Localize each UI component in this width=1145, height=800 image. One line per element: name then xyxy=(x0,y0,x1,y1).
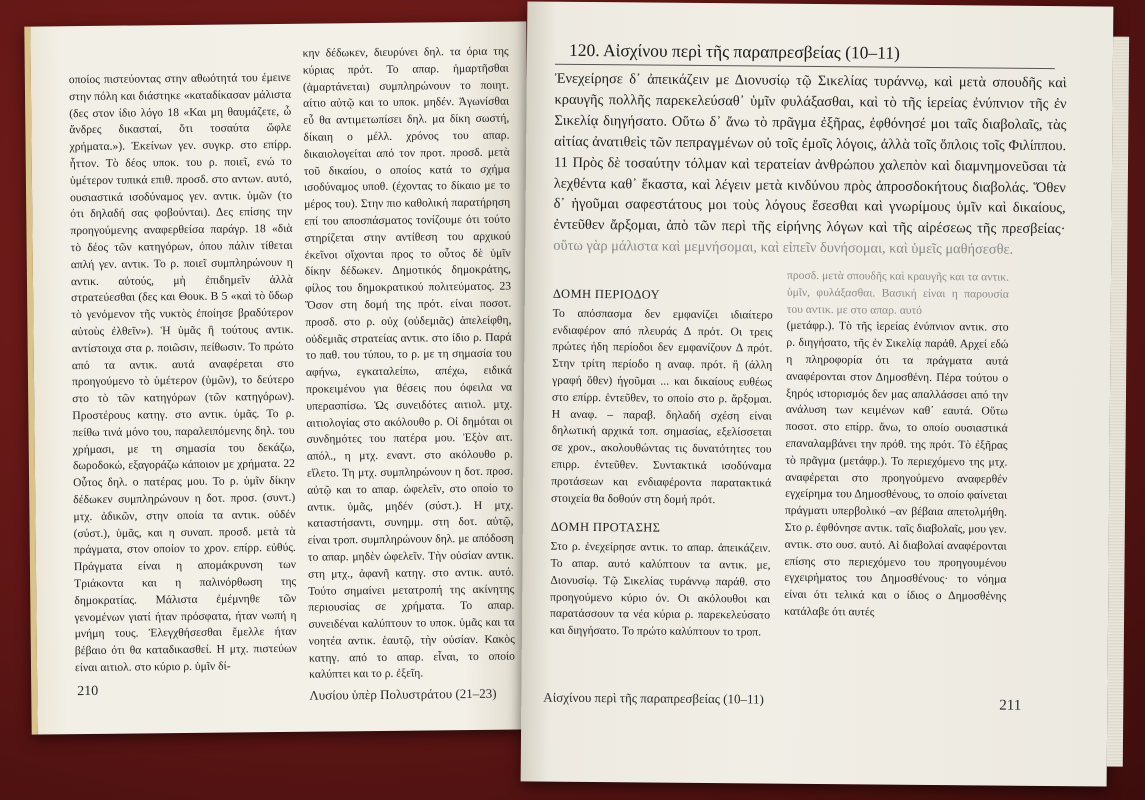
left-column-2 xyxy=(303,44,516,684)
left-column-1 xyxy=(69,70,297,677)
left-column-1-text: οποίος πιστεύοντας στην αθωότητά του έμεινε στην πόλη και διάστηκε «καταδίκασαν μάλιστα (δες στον ίδιο λόγο 18 «Και μη θαυμάζετε, ὦ ἄνδρες δικασταί, ὅτι τοσαύτα ὤφλε χρήματα.»). Ἐκείνων γεν. συγκρ. στο επίρρ. ἧττον. Τὸ δέος υποκ. του ρ. ποιεῖ, ενώ το ὑμέτερον τυπικά επιθ. προσδ. στο αντων. αυτό, ουσιαστικά ισοδύναμος γεν. αντικ. ὑμῶν (το ότι δηλαδή σας φοβούνται). Δες επίσης την προηγούμενης αναφερθείσα παράγρ. 18 «διὰ τὸ δέος τῶν κατηγόρων, όπου πάλιν τίθεται απλή γεν. αντικ. Το ρ. ποιεῖ συμπληρώνουν η αντικ. αὐτούς, μὴ ἐπιδημεῖν ἀλλὰ στρατεύεσθαι (δες και Θουκ. Β 5 «καὶ τὸ ὕδωρ τὸ γενόμενον τῆς νυκτὸς ἐποίησε βραδύτερον αὐτοὺς ἐλθεῖν»). Ἡ ὑμᾶς ἢ τούτους αντικ. αντίστοιχα στα ρ. ποιῶσιν, πείθωσιν. Το πρώτο από τα αντικ. αυτά αναφέρεται στο προηγούμενο τὸ ὑμέτερον (ὑμῶν), το δεύτερο στο τὸ τῶν κατηγόρων (τῶν κατηγόρων). Προστέρους κατηγ. στο αντικ. ὑμᾶς. Το ρ. πείθω τινά μόνο του, παραλειπόμενης δηλ. του χρήμασι, με τη σημασία του δεκάζω, δωροδοκώ, εξαγοράζω κάποιον με χρήματα. 22 Οὗτος δηλ. ο πατέρας μου. Το ρ. ὑμῖν δίκην δέδωκεν συμπληρώνουν η δοτ. προσ. (συντ.) μτχ. ἀδικῶν, στην οποία τα αντικ. οὐδέν (σύστ.), ὑμᾶς, και η συναπ. προσδ. μετὰ τὰ πράγματα, στον οποίον το χρον. επίρρ. εὐθύς. Πράγματα είναι η απομάκρυνση των Τριάκοντα και η παλινόρθωση της δημοκρατίας. Μάλιστα ἐμέμνηθε τῶν γενομένων γιατί ήταν πρόσφατα, ήταν νωπή η μνήμη τους. Ἐλεγχθήσεσθαι ἔμελλε ήταν βέβαιο ότι θα καταδικασθεί. Η μτχ. πιστεύων είναι αιτιολ. στο κύριο ρ. ὑμῖν δί- xyxy=(68,70,297,675)
left-page-number: 210 xyxy=(77,683,99,700)
right-column-1 xyxy=(550,284,773,642)
left-running-head: Λυσίου ὑπὲρ Πολυστράτου (21–23) xyxy=(309,685,497,703)
heading-period-structure: ΔΟΜΗ ΠΕΡΙΟΔΟΥ xyxy=(552,286,660,302)
title-rule xyxy=(555,64,1055,69)
greek-passage-faded: οὕτω γὰρ μάλιστα καὶ μεμνήσομαι, καὶ εἰπεῖν δυνήσομαι, καὶ ὑμεῖς μαθήσεσθε. xyxy=(553,237,1014,258)
right-column-1-text-a: Το απόσπασμα δεν εμφανίζει ιδιαίτερο ενδιαφέρον από πλευράς Δ πρότ. Οι τρεις πρώτες ήδη περίοδοι δεν εμφανίζουν Δ πρότ. Στην τρίτη περίοδο η αναφ. πρότ. ἣ (άλλη γραφή ὅθεν) ἡγοῦμαι ... και δικαίους ευθέως στο επίρρ. ἐντεῦθεν, το οποίο στο ρ. ἄρξομαι. Η αναφ. – παραβ. δηλαδή σχέση είναι δηλωτική αρχικά τοπ. σημασίας, εξελίσσεται σε χρον., ακολουθώντας τις δυνατότητες του επιρρ. ἐντεῦθεν. Συντακτικά ισοδύναμα προτάσεων και ενδιαφέροντα παρατακτικά στοιχεία θα δοθούν στη δομή πρότ. xyxy=(551,306,773,506)
right-page xyxy=(521,1,1114,786)
right-running-head: Αἰσχίνου περὶ τῆς παραπρεσβείας (10–11) xyxy=(543,689,764,707)
right-column-2-text: (μετάφρ.). Τὸ τῆς ἱερείας ἐνύπνιον αντικ. στο ρ. διηγήσατο, τῆς ἐν Σικελίᾳ παράθ. Αρχεί εδώ η πληροφορία ότι τα πράγματα αυτά αναφέρονται στον Δημοσθένη. Πέρα τούτου ο ξηρός ιστορισμός δεν μας απαλλάσσει από την ανάλυση των κειμένων καθ᾽ εαυτά. Οὕτω ποσοτ. στο επίρρ. ἄνω, το οποίο ουσιαστικά επαναλαμβάνει την πρόθ. της πρότ. Τὸ ἐξῆρας τὸ πρᾶγμα (μετάφρ.). Το περιεχόμενο της μτχ. αναφέρεται στο προηγούμενο αναφερθέν εγχείρημα του Δημοσθένους, το οποίο φαίνεται πράγματι υπερβολικό –αν βέβαια απετολμήθη. Στο ρ. ἐφθόνησε αντικ. ταῖς διαβολαῖς, μου γεν. αντικ. στο ουσ. αυτό. Αἱ διαβολαί αναφέρονται επίσης στο περιεχόμενο του προηγουμένου εγχειρήματος του Δημοσθένους· το νόημα είναι ότι τελικά και ο ίδιος ο Δημοσθένης κατάλαβε ότι αυτές xyxy=(784,319,1009,619)
right-column-2-faded-text: προσδ. μετὰ σπουδῆς καὶ κραυγῆς και τα αντικ. ὑμῖν, φυλάξασθαι. Βασική είναι η παρουσία του αντικ. με στο απαρ. αυτό xyxy=(786,268,1010,317)
section-title: 120. Αἰσχίνου περὶ τῆς παραπρεσβείας (10–11) xyxy=(568,39,901,63)
heading-sentence-structure: ΔΟΜΗ ΠΡΟΤΑΣΗΣ xyxy=(550,520,661,535)
greek-passage-main: Ἐνεχείρησε δ᾽ ἀπεικάζειν με Διονυσίῳ τῷ Σικελίας τυράννῳ, καὶ μετὰ σπουδῆς καὶ κραυγῆς πολλῆς παρεκελεύσαθ᾽ ὑμῖν φυλάξασθαι, καὶ τὸ τῆς ἱερείας ἐνύπνιον τῆς ἐν Σικελίᾳ διηγήσατο. Οὕτω δ᾽ ἄνω τὸ πρᾶγμα ἐξῆρας, ἐφθόνησέ μοι ταῖς διαβολαῖς, τὰς αἰτίας ἀνατιθεὶς τῶν πεπραγμένων οὐ τοῖς ἐμοῖς λόγοις, ἀλλὰ τοῖς ὅπλοις τοῖς Φιλίππου. 11 Πρὸς δὲ τοσαύτην τόλμαν καὶ τερατείαν ἀνθρώπου χαλεπὸν καὶ διαμνημονεῦσαι τὰ λεχθέντα καθ᾽ ἕκαστα, καὶ λέγειν μετὰ κινδύνου πρὸς ἀπροσδοκήτους διαβολάς. Ὅθεν δ᾽ ἡγοῦμαι σαφεστάτους μοι τοὺς λόγους ἔσεσθαι καὶ γνωρίμους ὑμῖν καὶ δικαίους, ἐντεῦθεν ἄρξομαι, ἀπὸ τῶν περὶ τῆς εἰρήνης λόγων καὶ τῆς αἱρέσεως τῆς πρεσβείας· xyxy=(553,70,1067,238)
right-column-1-text-b: Στο ρ. ἐνεχείρησε αντικ. το απαρ. ἀπεικάζειν. Το απαρ. αυτό καλύπτουν τα αντικ. με, Διονυσίῳ. Τῷ Σικελίας τυράννῳ παράθ. στο προηγούμενο κύριο όν. Οι ακόλουθοι και παρατάσσουν τα νέα κύρια ρ. παρεκελεύσατο και διηγήσατο. Το πρώτο καλύπτουν το τροπ. xyxy=(549,539,771,639)
right-page-number: 211 xyxy=(999,697,1022,714)
left-page xyxy=(24,21,533,734)
left-column-2-text: κην δέδωκεν, διευρύνει δηλ. τα όρια της κύριας πρότ. Το απαρ. ἡμαρτῆσθαι (ἁμαρτάνεται) συμπληρώνουν το ποιητ. αίτιο αὐτῷ και το υποκ. μηδέν. Ἀγωνίσθαι εὖ θα αντιμετωπίσει δηλ. μα δίκη σωστή, δίκαιη ο μέλλ. χρόνος του απαρ. δικαιολογείται από τον προτ. προσδ. μετὰ τοῦ δικαίου, ο οποίος κατά το σχήμα ισοδύναμος υποθ. (έχοντας το δίκαιο με το μέρος του). Στην πιο καθολική παρατήρηση επί του αποσπάσματος τονίζουμε ότι τούτο στηρίζεται στην αντίθεση του αρχικού ἐκεῖνοι οἴχονται προς το οὗτος δὲ ὑμῖν δίκην δέδωκεν. Δημοτικός δημοκράτης, φίλος του δημοκρατικού πολιτεύματος. 23 Ὅσον στη δομή της πρότ. είναι ποσοτ. προσδ. στο ρ. οὐχ (οὐδεμιᾶς) ἀπελείφθη, οὐδεμιᾶς στρατείας αντικ. στο ίδιο ρ. Παρά το παθ. του τύπου, το ρ. με τη σημασία του αφήνω, εγκαταλείπω, απέχω, ειδικά προκειμένου για θέσεις που όφειλα να υπερασπίσω. Ὡς συνειδότες αιτιολ. μτχ. αιτιολογίας στο ακόλουθο ρ. Οἱ δημόται οι συνδημότες του πατέρα μου. Ἐξὸν αιτ. απόλ., η μτχ. εναντ. στο ακόλουθο ρ. εἵλετο. Τη μτχ. συμπληρώνουν η δοτ. προσ. αὐτῷ και το απαρ. ὠφελεῖν, στο οποίο το αντικ. ὑμᾶς, μηδέν (σύστ.). Η μτχ. καταστήσαντι, συνημμ. στη δοτ. αὐτῷ, είναι τροπ. συμπληρώνουν δηλ. με απόδοση το απαρ. μηδὲν ὠφελεῖν. Τὴν οὐσίαν αντικ. στη μτχ., ἀφανῆ κατηγ. στο αντικ. αυτό. Τούτο σημαίνει μετατροπή της ακίνητης περιουσίας σε χρήματα. Το απαρ. συνειδέναι καλύπτουν το υποκ. ὑμᾶς και τα νοητέα αντικ. ἑαυτῷ, τὴν οὐσίαν. Κακὸς κατηγ. από το απαρ. εἶναι, το οποίο καλύπτει και το ρ. ἐξεῖη. xyxy=(302,44,515,682)
page-edges xyxy=(1107,37,1129,767)
right-column-2 xyxy=(784,268,1009,623)
greek-passage xyxy=(553,69,1067,262)
